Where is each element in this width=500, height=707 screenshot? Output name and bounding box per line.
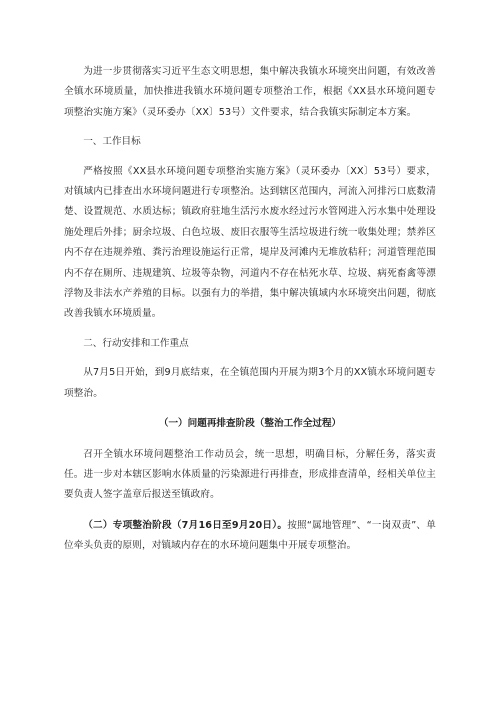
special-rectification-text: 按照“属地管理”、“一岗双责”、单位牵头负责的原则，对镇域内存在的水环境问题集中开展专项整治。 <box>64 519 437 552</box>
phase-heading-special-rectification: （二）专项整治阶段（7月16日至9月20日）。 <box>83 519 288 531</box>
arrangements-paragraph: 从7月5日开始，到9月底结束，在全镇范围内开展为期3个月的XX镇水环境问题专项整治。 <box>64 367 436 399</box>
special-rectification-paragraph <box>64 516 436 557</box>
recheck-paragraph: 召开全镇水环境问题整治工作动员会，统一思想，明确目标，分解任务，落实责任。进一步对本辖区影响水体质量的污染源进行再排查，形成排查清单，经相关单位主要负责人签字盖章后报送至镇政府。 <box>64 448 436 501</box>
section-heading-arrangements: 二、行动安排和工作重点 <box>83 337 189 349</box>
section-heading-goals: 一、工作目标 <box>83 136 141 148</box>
goals-paragraph: 严格按照《XX县水环境问题专项整治实施方案》（灵环委办〔XX〕53号）要求，对镇域内已排查出水环境问题进行专项整治。达到辖区范围内，河流入河排污口底数清楚、设置规范、水质达标；镇政府驻地生活污水废水经过污水管网进入污水集中处理设施处理后外排；厨余垃圾、白色垃圾、废旧衣服等生活垃圾进行统一收集处理；禁养区内不存在违规养殖、粪污治理设施运行正常，堤岸及河滩内无堆放秸秆；河道管理范围内不存在厕所、违规建筑、垃圾等杂物，河道内不存在枯死水草、垃圾、病死畜禽等漂浮物及非法水产养殖的目标。以强有力的举措，集中解决镇域内水环境突出问题，彻底改善我镇水环境质量。 <box>64 165 436 320</box>
phase-heading-recheck: （一）问题再排查阶段（整治工作全过程） <box>158 418 342 430</box>
intro-paragraph: 为进一步贯彻落实习近平生态文明思想，集中解决我镇水环境突出问题，有效改善全镇水环境质量，加快推进我镇水环境问题专项整治工作，根据《XX县水环境问题专项整治实施方案》（灵环委办〔XX〕53号）文件要求，结合我镇实际制定本方案。 <box>64 66 436 118</box>
